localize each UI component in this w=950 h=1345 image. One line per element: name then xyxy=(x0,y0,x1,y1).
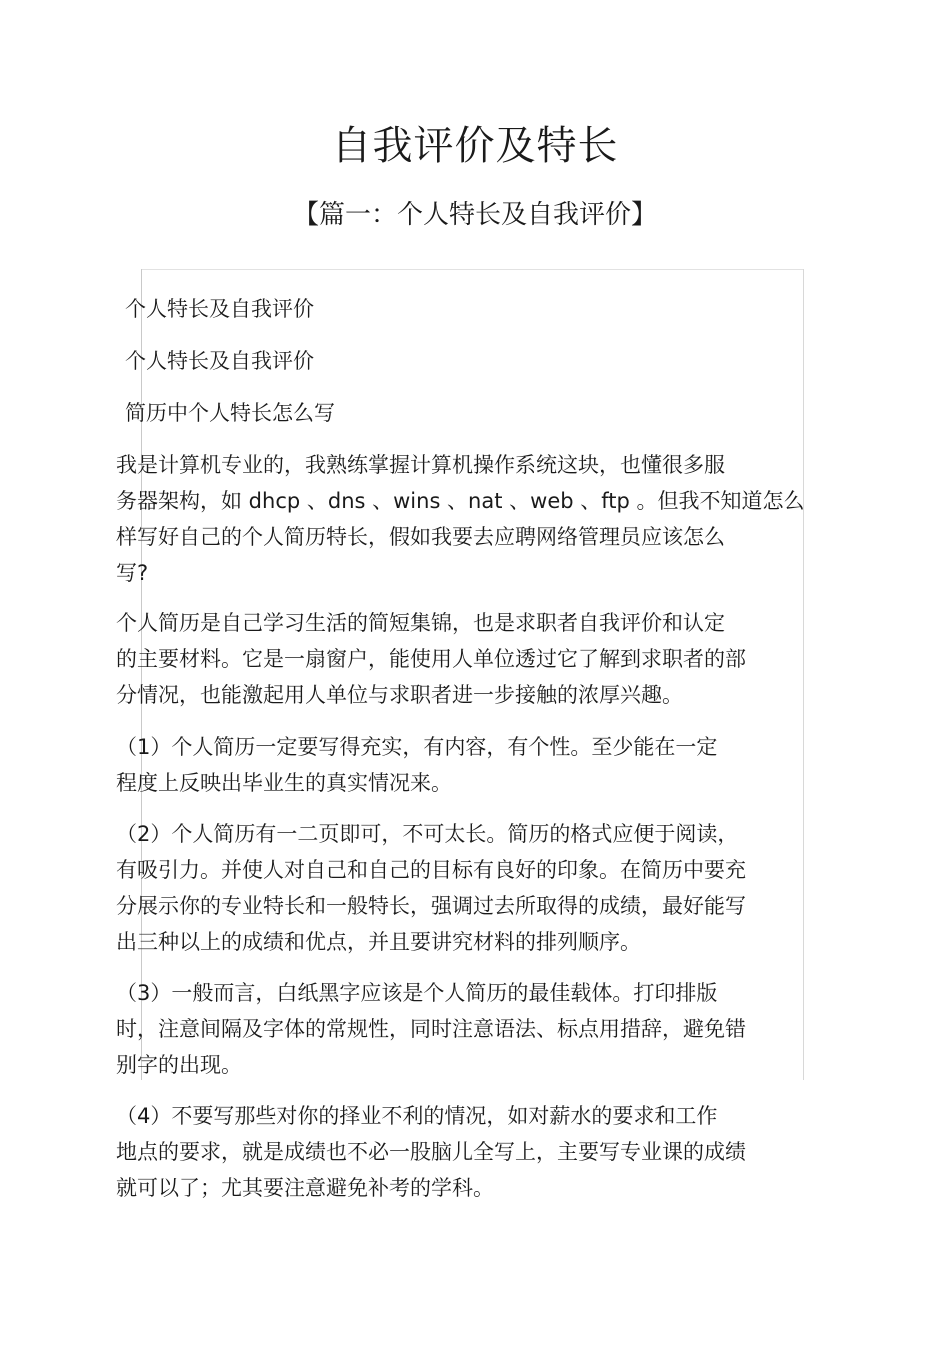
paragraph-line: 时，注意间隔及字体的常规性，同时注意语法、标点用措辞，避免错 xyxy=(116,1017,746,1041)
page-title: 自我评价及特长 xyxy=(331,123,619,169)
paragraph-line: （1）个人简历一定要写得充实，有内容，有个性。至少能在一定 xyxy=(116,735,718,759)
paragraph-line: 个人简历是自己学习生活的简短集锦，也是求职者自我评价和认定 xyxy=(116,611,725,635)
paragraph-point-4 xyxy=(116,1098,826,1206)
paragraph-line: 的主要材料。它是一扇窗户，能使用人单位透过它了解到求职者的部 xyxy=(116,647,746,671)
paragraph-line: 写? xyxy=(116,561,149,585)
heading-line-2: 个人特长及自我评价 xyxy=(125,349,314,373)
heading-line-1: 个人特长及自我评价 xyxy=(125,297,314,321)
paragraph-line: 出三种以上的成绩和优点，并且要讲究材料的排列顺序。 xyxy=(116,930,641,954)
paragraph-line: 有吸引力。并使人对自己和自己的目标有良好的印象。在简历中要充 xyxy=(116,858,746,882)
paragraph-line: 地点的要求，就是成绩也不必一股脑儿全写上，主要写专业课的成绩 xyxy=(116,1140,746,1164)
paragraph-line: （4）不要写那些对你的择业不利的情况，如对薪水的要求和工作 xyxy=(116,1104,718,1128)
paragraph-line: 别字的出现。 xyxy=(116,1053,242,1077)
paragraph-line: 分展示你的专业特长和一般特长，强调过去所取得的成绩，最好能写 xyxy=(116,894,746,918)
paragraph-point-2 xyxy=(116,816,826,960)
paragraph-intro xyxy=(116,605,826,713)
paragraph-point-1 xyxy=(116,729,826,801)
paragraph-line: 务器架构，如 dhcp 、dns 、wins 、nat 、web 、ftp 。但我不知道怎么 xyxy=(116,489,805,513)
paragraph-line: （2）个人简历有一二页即可，不可太长。简历的格式应便于阅读， xyxy=(116,822,739,846)
paragraph-point-3 xyxy=(116,975,826,1083)
paragraph-line: 样写好自己的个人简历特长，假如我要去应聘网络管理员应该怎么 xyxy=(116,525,725,549)
section-subtitle: 【篇一：个人特长及自我评价】 xyxy=(292,200,657,230)
paragraph-line: 就可以了；尤其要注意避免补考的学科。 xyxy=(116,1176,494,1200)
paragraph-line: 分情况，也能激起用人单位与求职者进一步接触的浓厚兴趣。 xyxy=(116,683,683,707)
paragraph-question xyxy=(116,447,826,591)
paragraph-line: 程度上反映出毕业生的真实情况来。 xyxy=(116,771,452,795)
paragraph-line: （3）一般而言，白纸黑字应该是个人简历的最佳载体。打印排版 xyxy=(116,981,718,1005)
paragraph-line: 我是计算机专业的，我熟练掌握计算机操作系统这块，也懂很多服 xyxy=(116,453,725,477)
content-frame-top-border xyxy=(141,269,803,270)
heading-line-3: 简历中个人特长怎么写 xyxy=(125,401,335,425)
